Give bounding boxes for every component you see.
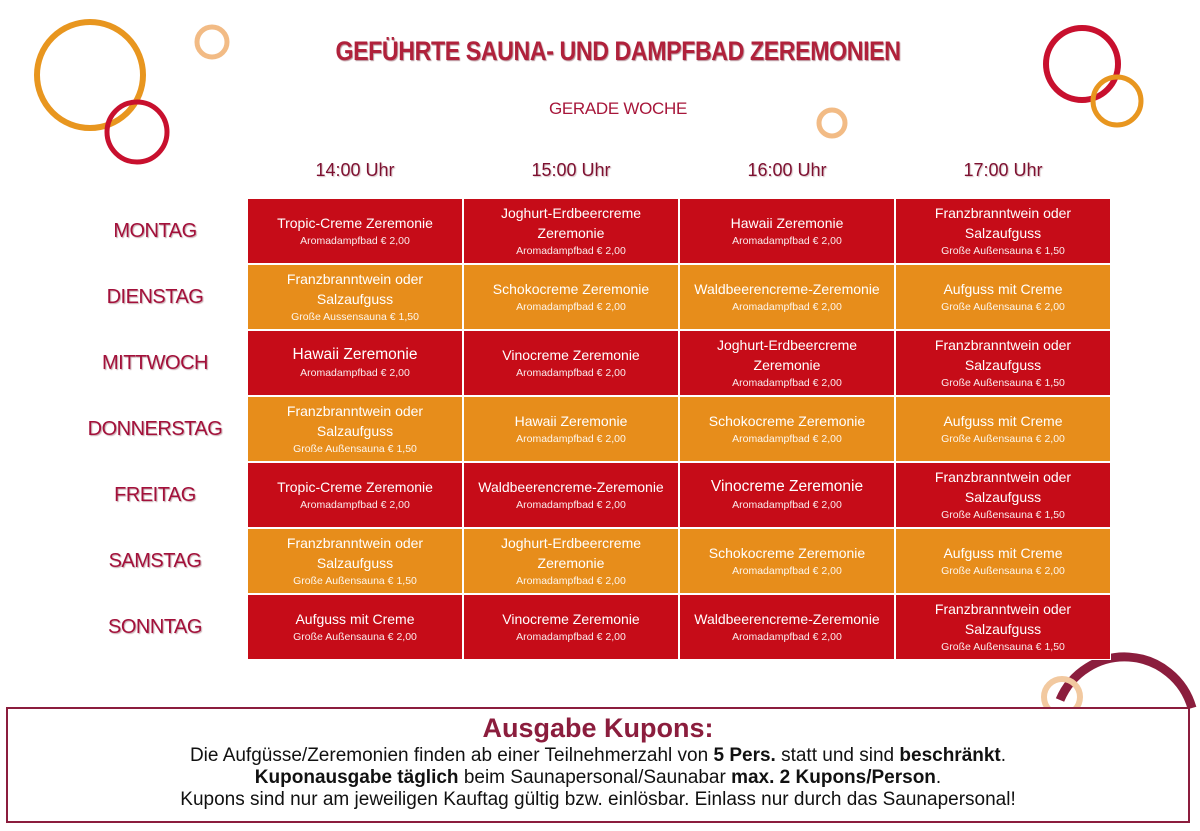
day-label-donnerstag: DONNERSTAG bbox=[87, 417, 223, 440]
ceremony-name: Hawaii Zeremonie bbox=[292, 346, 418, 363]
coupon-title: Ausgabe Kupons: bbox=[482, 713, 714, 743]
schedule-cell bbox=[895, 330, 1111, 396]
schedule-cell bbox=[895, 594, 1111, 660]
ceremony-location-price: Aromadampfbad € 2,00 bbox=[516, 433, 626, 445]
ceremony-location-price: Große Außensauna € 1,50 bbox=[941, 377, 1065, 389]
coupon-text-segment: 5 Pers. bbox=[713, 745, 776, 766]
time-header: 17:00 Uhr bbox=[963, 160, 1043, 180]
coupon-text-segment: Kuponausgabe täglich bbox=[254, 767, 459, 788]
schedule-cell bbox=[679, 396, 895, 462]
ceremony-name: Joghurt-Erdbeercreme Zeremonie bbox=[716, 337, 858, 373]
ceremony-location-price: Aromadampfbad € 2,00 bbox=[732, 631, 842, 643]
ceremony-name: Vinocreme Zeremonie bbox=[502, 347, 640, 363]
time-header: 14:00 Uhr bbox=[315, 160, 395, 180]
schedule-cell bbox=[895, 198, 1111, 264]
ceremony-location-price: Aromadampfbad € 2,00 bbox=[732, 301, 842, 313]
ceremony-location-price: Aromadampfbad € 2,00 bbox=[732, 499, 842, 511]
ceremony-location-price: Große Außensauna € 1,50 bbox=[293, 575, 417, 587]
ceremony-name: Schokocreme Zeremonie bbox=[492, 281, 650, 297]
ceremony-name: Vinocreme Zeremonie bbox=[502, 611, 640, 627]
ceremony-location-price: Große Außensauna € 2,00 bbox=[293, 631, 417, 643]
day-label-dienstag: DIENSTAG bbox=[106, 285, 204, 308]
schedule-cell bbox=[463, 396, 679, 462]
ceremony-location-price: Aromadampfbad € 2,00 bbox=[732, 235, 842, 247]
coupon-text-segment: statt und sind bbox=[775, 745, 900, 766]
ceremony-location-price: Große Außensauna € 1,50 bbox=[941, 245, 1065, 257]
ceremony-name: Waldbeerencreme-Zeremonie bbox=[694, 281, 880, 297]
day-label-samstag: SAMSTAG bbox=[108, 549, 202, 572]
schedule-cell bbox=[895, 264, 1111, 330]
ceremony-name: Aufguss mit Creme bbox=[943, 413, 1063, 429]
schedule-cell bbox=[895, 528, 1111, 594]
ceremony-name: Joghurt-Erdbeercreme Zeremonie bbox=[500, 535, 642, 571]
schedule-cell bbox=[247, 462, 463, 528]
ceremony-location-price: Aromadampfbad € 2,00 bbox=[516, 631, 626, 643]
day-label-mittwoch: MITTWOCH bbox=[102, 351, 208, 374]
coupon-text-segment: beim Saunapersonal/Saunabar bbox=[458, 767, 732, 788]
coupon-info-box bbox=[6, 707, 1190, 823]
schedule-cell bbox=[679, 264, 895, 330]
ceremony-name: Franzbranntwein oder Salzaufguss bbox=[934, 205, 1072, 241]
schedule-cell bbox=[463, 528, 679, 594]
schedule-cell bbox=[463, 264, 679, 330]
schedule-cell bbox=[463, 594, 679, 660]
ceremony-location-price: Große Außensauna € 2,00 bbox=[941, 565, 1065, 577]
schedule-cell bbox=[463, 198, 679, 264]
schedule-cell bbox=[247, 528, 463, 594]
ceremony-location-price: Große Außensauna € 1,50 bbox=[941, 509, 1065, 521]
day-column bbox=[62, 198, 248, 660]
ceremony-name: Joghurt-Erdbeercreme Zeremonie bbox=[500, 205, 642, 241]
ceremony-location-price: Große Außensauna € 1,50 bbox=[293, 443, 417, 455]
ceremony-name: Waldbeerencreme-Zeremonie bbox=[478, 479, 664, 495]
coupon-text-segment: Kupons sind nur am jeweiligen Kauftag gültig bzw. einlösbar. Einlass nur durch das Saunapersonal! bbox=[180, 789, 1016, 810]
ceremony-name: Tropic-Creme Zeremonie bbox=[277, 215, 433, 231]
day-label-freitag: FREITAG bbox=[114, 483, 196, 506]
schedule-cell bbox=[247, 264, 463, 330]
schedule-cell bbox=[895, 462, 1111, 528]
ceremony-name: Franzbranntwein oder Salzaufguss bbox=[934, 601, 1072, 637]
coupon-line-2 bbox=[8, 767, 1188, 789]
arc-burgundy-bottom-right bbox=[1060, 657, 1192, 708]
schedule-cell bbox=[247, 198, 463, 264]
ceremony-location-price: Große Aussensauna € 1,50 bbox=[291, 311, 419, 323]
coupon-text-segment: beschränkt bbox=[899, 745, 1001, 766]
day-label-sonntag: SONNTAG bbox=[108, 615, 202, 638]
schedule-cell bbox=[679, 198, 895, 264]
ceremony-location-price: Aromadampfbad € 2,00 bbox=[516, 499, 626, 511]
ceremony-name: Franzbranntwein oder Salzaufguss bbox=[286, 271, 424, 307]
ceremony-name: Franzbranntwein oder Salzaufguss bbox=[286, 535, 424, 571]
ceremony-name: Hawaii Zeremonie bbox=[514, 413, 628, 429]
coupon-text-segment: . bbox=[1000, 745, 1007, 766]
ceremony-name: Vinocreme Zeremonie bbox=[710, 478, 864, 495]
ceremony-location-price: Aromadampfbad € 2,00 bbox=[516, 245, 626, 257]
ceremony-location-price: Große Außensauna € 1,50 bbox=[941, 641, 1065, 653]
ceremony-name: Franzbranntwein oder Salzaufguss bbox=[934, 469, 1072, 505]
schedule-cell bbox=[679, 330, 895, 396]
ceremony-location-price: Aromadampfbad € 2,00 bbox=[516, 575, 626, 587]
schedule-cell bbox=[679, 528, 895, 594]
schedule-grid bbox=[247, 198, 1111, 660]
ceremony-name: Aufguss mit Creme bbox=[943, 545, 1063, 561]
coupon-line-1 bbox=[8, 745, 1188, 767]
coupon-text-segment: . bbox=[935, 767, 942, 788]
day-label-montag: MONTAG bbox=[113, 219, 197, 242]
time-header-row bbox=[247, 160, 1111, 181]
ceremony-location-price: Aromadampfbad € 2,00 bbox=[300, 499, 410, 511]
ceremony-name: Hawaii Zeremonie bbox=[730, 215, 844, 231]
schedule-cell bbox=[247, 330, 463, 396]
ceremony-name: Schokocreme Zeremonie bbox=[708, 545, 866, 561]
ceremony-name: Franzbranntwein oder Salzaufguss bbox=[934, 337, 1072, 373]
schedule-cell bbox=[679, 462, 895, 528]
ceremony-location-price: Aromadampfbad € 2,00 bbox=[732, 433, 842, 445]
ceremony-location-price: Aromadampfbad € 2,00 bbox=[300, 235, 410, 247]
schedule-cell bbox=[247, 396, 463, 462]
coupon-text-segment: max. 2 Kupons/Person bbox=[731, 767, 936, 788]
ceremony-name: Aufguss mit Creme bbox=[295, 611, 415, 627]
ceremony-name: Franzbranntwein oder Salzaufguss bbox=[286, 403, 424, 439]
ceremony-location-price: Aromadampfbad € 2,00 bbox=[732, 377, 842, 389]
ceremony-location-price: Große Außensauna € 2,00 bbox=[941, 433, 1065, 445]
ceremony-location-price: Aromadampfbad € 2,00 bbox=[300, 367, 410, 379]
schedule-cell bbox=[247, 594, 463, 660]
ceremony-name: Aufguss mit Creme bbox=[943, 281, 1063, 297]
week-subtitle: GERADE WOCHE bbox=[548, 99, 688, 118]
coupon-text-segment: Die Aufgüsse/Zeremonien finden ab einer Teilnehmerzahl von bbox=[189, 745, 714, 766]
time-header: 16:00 Uhr bbox=[747, 160, 827, 180]
ceremony-location-price: Aromadampfbad € 2,00 bbox=[516, 367, 626, 379]
ceremony-name: Tropic-Creme Zeremonie bbox=[277, 479, 433, 495]
schedule-cell bbox=[463, 462, 679, 528]
coupon-line-3 bbox=[8, 789, 1188, 811]
schedule-cell bbox=[895, 396, 1111, 462]
ceremony-location-price: Aromadampfbad € 2,00 bbox=[516, 301, 626, 313]
ceremony-location-price: Große Außensauna € 2,00 bbox=[941, 301, 1065, 313]
schedule-cell bbox=[679, 594, 895, 660]
time-header: 15:00 Uhr bbox=[531, 160, 611, 180]
page-title: GEFÜHRTE SAUNA- UND DAMPFBAD ZEREMONIEN bbox=[335, 36, 901, 66]
ceremony-name: Waldbeerencreme-Zeremonie bbox=[694, 611, 880, 627]
schedule-cell bbox=[463, 330, 679, 396]
ceremony-name: Schokocreme Zeremonie bbox=[708, 413, 866, 429]
ceremony-location-price: Aromadampfbad € 2,00 bbox=[732, 565, 842, 577]
